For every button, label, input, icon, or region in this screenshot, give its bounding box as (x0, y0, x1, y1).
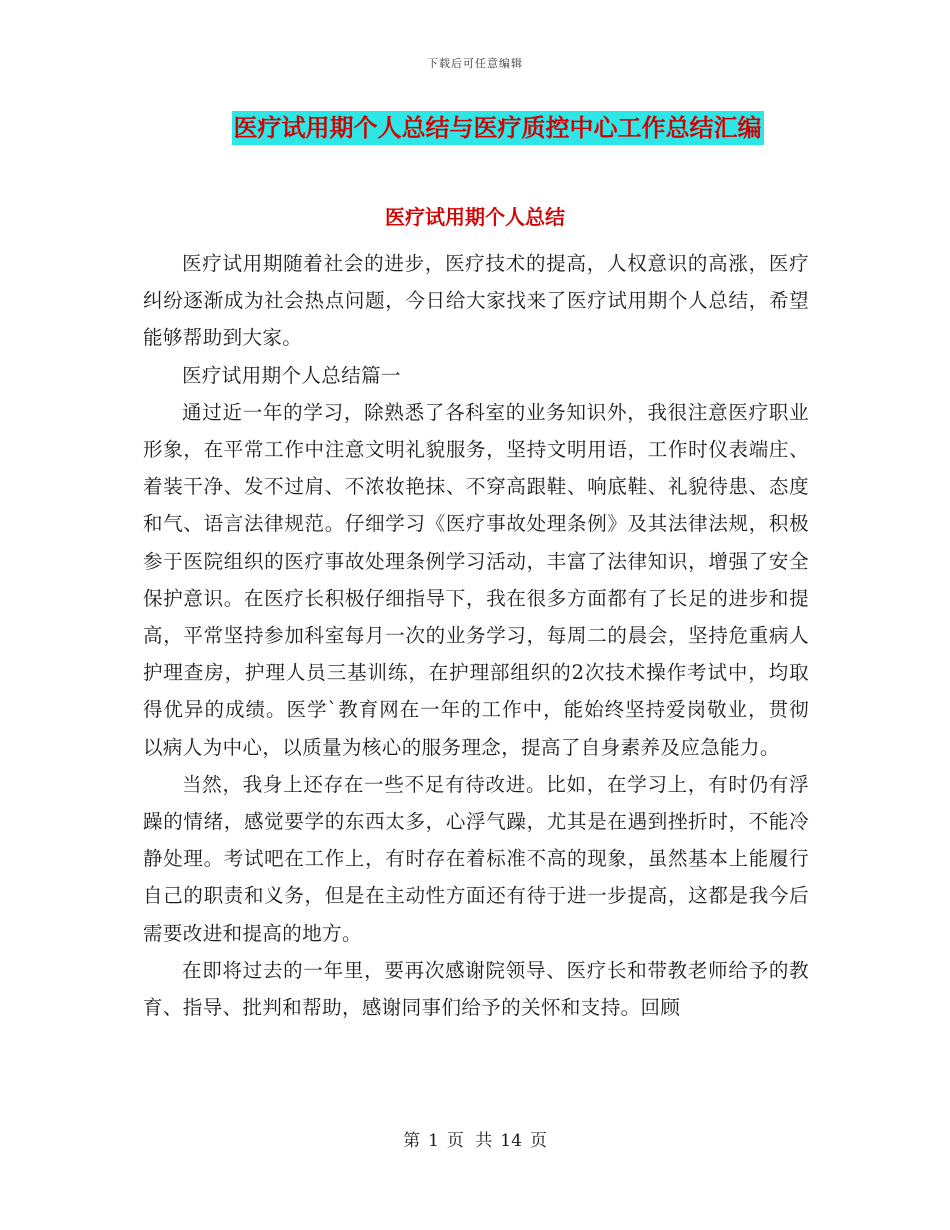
footer-total-pages: 14 (500, 1131, 522, 1151)
document-body (143, 245, 809, 1026)
footer-page-number: 1 (428, 1131, 439, 1151)
page-footer (0, 1126, 950, 1151)
paragraph-intro: 医疗试用期随着社会的进步，医疗技术的提高，人权意识的高涨，医疗纠纷逐渐成为社会热点问题，今日给大家找来了医疗试用期个人总结，希望能够帮助到大家。 (143, 252, 809, 350)
paragraph-body-1: 通过近一年的学习，除熟悉了各科室的业务知识外，我很注意医疗职业形象，在平常工作中注意文明礼貌服务，坚持文明用语，工作时仪表端庄、着装干净、发不过肩、不浓妆艳抹、不穿高跟鞋、响底鞋、礼貌待患、态度和气、语言法律规范。仔细学习《医疗事故处理条例》及其法律法规，积极参于医院组织的医疗事故处理条例学习活动，丰富了法律知识，增强了安全保护意识。在医疗长积极仔细指导下，我在很多方面都有了长足的进步和提高，平常坚持参加科室每月一次的业务学习，每周二的晨会，坚持危重病人护理查房，护理人员三基训练，在护理部组织的2次技术操作考试中，均取得优异的成绩。医学`教育网在一年的工作中，能始终坚持爱岗敬业，贯彻以病人为中心，以质量为核心的服务理念，提高了自身素养及应急能力。 (143, 400, 809, 759)
paragraph-body-2: 当然，我身上还存在一些不足有待改进。比如，在学习上，有时仍有浮躁的情绪，感觉要学的东西太多，心浮气躁，尤其是在遇到挫折时，不能冷静处理。考试吧在工作上，有时存在着标准不高的现象，虽然基本上能履行自己的职责和义务，但是在主动性方面还有待于进一步提高，这都是我今后需要改进和提高的地方。 (143, 772, 809, 945)
main-title-wrap (0, 111, 950, 145)
footer-prefix: 第 (403, 1131, 421, 1151)
footer-suffix: 页 (529, 1131, 547, 1151)
paragraph-subheading: 医疗试用期个人总结篇一 (182, 363, 401, 387)
main-title: 医疗试用期个人总结与医疗质控中心工作总结汇编 (232, 111, 764, 145)
paragraph-body-3: 在即将过去的一年里，要再次感谢院领导、医疗长和带教老师给予的教育、指导、批判和帮助，感谢同事们给予的关怀和支持。回顾 (143, 958, 809, 1020)
footer-mid: 页 共 (446, 1131, 493, 1151)
header-note: 下载后可任意编辑 (427, 57, 523, 70)
section-title: 医疗试用期个人总结 (385, 205, 565, 229)
